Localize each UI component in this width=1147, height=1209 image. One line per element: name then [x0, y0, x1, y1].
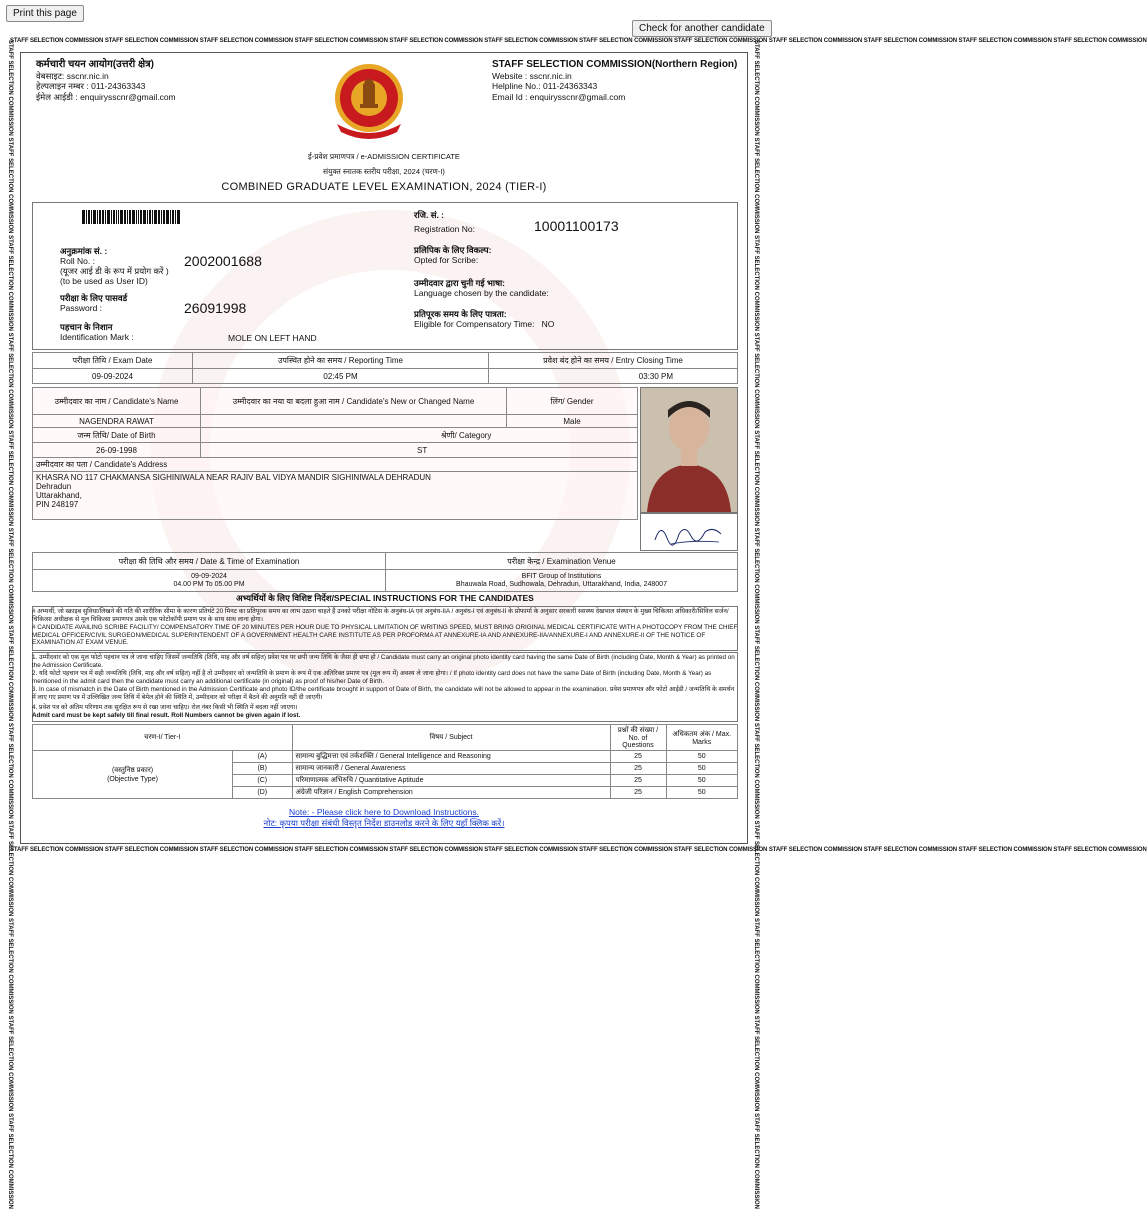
subject-header: विषय / Subject: [292, 725, 610, 751]
scribe-group: [414, 245, 491, 265]
helpline: Helpline No.: 011-24363343: [492, 81, 598, 91]
registration-label: Registration No:: [414, 224, 475, 234]
subject-code: (A): [233, 751, 293, 763]
subject-name: अंग्रेजी परिज्ञान / English Comprehension: [292, 787, 610, 799]
language-group: [414, 278, 549, 298]
website-hindi: वेबसाइट: sscnr.nic.in: [36, 70, 109, 81]
gender-value: Male: [507, 415, 638, 428]
reporting-time-value: 02:45 PM: [193, 369, 489, 384]
dob-header: जन्म तिथि/ Date of Birth: [33, 428, 201, 443]
venue-name: BFIT Group of Institutions: [521, 572, 602, 580]
roll-number: 2002001688: [184, 253, 262, 269]
compensatory-label-hindi: प्रतिपूरक समय के लिए पात्रता:: [414, 309, 507, 319]
subject-marks: 50: [666, 775, 738, 787]
password-label-hindi: परीक्षा के लिए पासवर्ड: [60, 293, 128, 303]
tier-type-cell: [33, 751, 233, 799]
name-header: उम्मीदवार का नाम / Candidate's Name: [33, 388, 201, 415]
address-header: उम्मीदवार का पता / Candidate's Address: [33, 458, 638, 472]
check-another-candidate-button[interactable]: Check for another candidate: [632, 20, 772, 37]
compensatory-value: NO: [541, 319, 555, 329]
address-cell: [33, 472, 638, 520]
address-line: Uttarakhand,: [36, 491, 82, 500]
instruction-hindi: # अभ्यर्थी, जो स्क्राइब सुविधा/लिखने की गति की शारीरिक सीमा के कारण प्रतिघंटे 20 मिनट का प्रतिपूरक समय का लाभ उठाना चाहते हैं उनको परीक्षा नोटिस के अनुबंध-IA एवं अनुबंध-IIA / अनुबंध-I एवं अनुबंध-II के प्रोफार्मा के अनुसार सरकारी स्वास्थ्य देखभाल संस्थान के मुख्य चिकित्सा अधिकारी/सिविल सर्जन/चिकित्सा अधीक्षक से मूल चिकित्सा प्रमाणपत्र उसके एक फोटोकॉपी प्रमाण पत्र के साथ साथ लाना होगा।: [32, 608, 729, 623]
instruction-english: # CANDIDATE AVAILING SCRIBE FACILITY/ COMPENSATORY TIME OF 20 MINUTES PER HOUR DUE TO PHYSICAL LIMITATION OF WRITING SPEED, MUST BRING ORIGINAL MEDICAL CERTIFICATE WITH A PHOTOCOPY FROM THE CHIEF MEDICAL OFFICER/CIVIL SURGEON/MEDICAL SUPERINTENDENT OF A GOVERNMENT HEALTH CARE INSTITUTE AS PER PROFORMA AT ANNEXURE-IA AND ANNEXURE-IIA/ANNEXURE-I AND ANNEXURE-II OF THE NOTICE OF EXAMINATION AT EXAM VENUE.: [32, 624, 738, 647]
scribe-label-hindi: प्रलिपिक के लिए विकल्प:: [414, 245, 492, 255]
roll-label: Roll No. :: [60, 256, 95, 266]
subject-questions: 25: [610, 763, 666, 775]
org-title: STAFF SELECTION COMMISSION(Northern Region): [492, 59, 738, 70]
compensatory-label: Eligible for Compensatory Time:: [414, 319, 535, 329]
ssc-emblem-logo: [325, 58, 413, 140]
password-label: Password :: [60, 303, 103, 313]
print-button[interactable]: Print this page: [6, 5, 84, 22]
roll-note-hindi: (यूजर आई डी के रूप में प्रयोग करें ): [60, 266, 169, 276]
instructions-title: अभ्यर्थियों के लिए विशिष्ट निर्देश/SPECIAL INSTRUCTIONS FOR THE CANDIDATES: [236, 593, 534, 603]
candidate-photo: [641, 388, 737, 512]
id-mark-value: MOLE ON LEFT HAND: [228, 333, 317, 343]
subjects-table: [32, 724, 738, 799]
cert-title-line1: ई-प्रवेश प्रमाणपत्र / e-ADMISSION CERTIFICATE: [308, 152, 460, 161]
new-name-value: [201, 415, 507, 428]
roll-label-hindi: अनुक्रमांक सं. :: [60, 246, 108, 256]
candidate-name: NAGENDRA RAWAT: [33, 415, 201, 428]
category-value: ST: [201, 443, 638, 458]
border-text-right: STAFF SELECTION COMMISSION STAFF SELECTION COMMISSION STAFF SELECTION COMMISSION STAFF SELECTION COMMISSION STAFF SELECTION COMMISSION STAFF SELECTION COMMISSION STAFF SELECTION COMMISSION STAFF SELECTION COMMISSION STAFF SELECTION COMMISSION STAFF SELECTION COMMISSION STAFF SELECTION COMMISSION STAFF SELECTION COMMISSION: [753, 40, 759, 1209]
border-text-top: STAFF SELECTION COMMISSION STAFF SELECTION COMMISSION STAFF SELECTION COMMISSION STAFF SELECTION COMMISSION STAFF SELECTION COMMISSION STAFF SELECTION COMMISSION STAFF SELECTION COMMISSION STAFF SELECTION COMMISSION STAFF SELECTION COMMISSION STAFF SELECTION COMMISSION STAFF SELECTION COMMISSION STAFF SELECTION COMMISSION: [10, 38, 1147, 44]
id-mark-label: Identification Mark :: [60, 332, 134, 342]
type-english: (Objective Type): [107, 775, 158, 783]
registration-label-hindi: रजि. सं. :: [414, 210, 445, 220]
venue-table: [32, 552, 738, 592]
address-line: Dehradun: [36, 482, 72, 491]
closing-time-value: 03:30 PM: [489, 369, 738, 384]
cert-title-line2: संयुक्त स्नातक स्तरीय परीक्षा, 2024 (चरण-I): [323, 167, 445, 176]
subject-marks: 50: [666, 751, 738, 763]
language-label: Language chosen by the candidate:: [414, 288, 549, 298]
header-right: [492, 60, 737, 102]
address-line: PIN 248197: [36, 500, 79, 509]
category-header: श्रेणी/ Category: [201, 428, 638, 443]
border-text-left: STAFF SELECTION COMMISSION STAFF SELECTION COMMISSION STAFF SELECTION COMMISSION STAFF SELECTION COMMISSION STAFF SELECTION COMMISSION STAFF SELECTION COMMISSION STAFF SELECTION COMMISSION STAFF SELECTION COMMISSION STAFF SELECTION COMMISSION STAFF SELECTION COMMISSION STAFF SELECTION COMMISSION STAFF SELECTION COMMISSION: [7, 40, 13, 1209]
photo-frame: [640, 387, 738, 513]
subject-code: (D): [233, 787, 293, 799]
compensatory-group: [414, 309, 554, 329]
closing-time-header: प्रवेश बंद होने का समय / Entry Closing Time: [489, 353, 738, 369]
roll-note: (to be used as User ID): [60, 276, 148, 286]
instruction-1: 1. उम्मीदवार को एक मूल फोटो पहचान पत्र ले जाना चाहिए जिसमें जन्मतिथि (तिथि, माह और वर्ष सहित) प्रवेश पत्र पर छपी जन्म तिथि के जैसा ही छपा हो / Candidate must carry an original photo identity card having the same Date of Birth (including Date, Month & Year) as printed on the Admission Certificate.: [32, 654, 735, 669]
language-label-hindi: उम्मीदवार द्वारा चुनी गई भाषा:: [414, 278, 506, 288]
exam-time: 04.00 PM To 05.00 PM: [173, 580, 245, 588]
compensatory-row: [414, 319, 554, 329]
type-hindi: (वस्तुनिष्ठ प्रकार): [111, 766, 154, 774]
subject-name: सामान्य बुद्धिमत्ता एवं तर्कशक्ति / General Intelligence and Reasoning: [292, 751, 610, 763]
subject-questions: 25: [610, 775, 666, 787]
email-hindi: ईमेल आईडी : enquirysscnr@gmail.com: [36, 91, 176, 102]
tier-header: चरण-I/ Tier-I: [33, 725, 293, 751]
roll-label-group: [60, 246, 169, 286]
subject-marks: 50: [666, 787, 738, 799]
exam-venue-header: परीक्षा केन्द्र / Examination Venue: [386, 553, 738, 570]
subject-questions: 25: [610, 751, 666, 763]
exam-date: 09-09-2024: [191, 572, 227, 580]
exam-date-value: 09-09-2024: [33, 369, 193, 384]
download-instructions-link[interactable]: Note: - Please click here to Download Instructions.: [289, 807, 479, 817]
scribe-label: Opted for Scribe:: [414, 255, 479, 265]
email: Email Id : enquirysscnr@gmail.com: [492, 91, 626, 102]
header-left: [36, 60, 176, 102]
exam-venue-cell: [386, 570, 738, 592]
org-title-hindi: कर्मचारी चयन आयोग(उत्तरी क्षेत्र): [36, 59, 154, 70]
subject-code: (C): [233, 775, 293, 787]
id-mark-label-group: [60, 322, 134, 342]
subject-marks: 50: [666, 763, 738, 775]
timing-table: [32, 352, 738, 384]
instruction-5: Admit card must be kept safely till final result. Roll Numbers cannot be given again if lost.: [32, 712, 301, 719]
cert-title-line3: COMBINED GRADUATE LEVEL EXAMINATION, 2024 (TIER-I): [221, 181, 547, 193]
subject-code: (B): [233, 763, 293, 775]
subject-questions: 25: [610, 787, 666, 799]
registration-number: 10001100173: [534, 218, 619, 234]
reporting-time-header: उपस्थित होने का समय / Reporting Time: [193, 353, 489, 369]
registration-label-group: [414, 210, 475, 234]
instruction-4: 4. प्रवेश पत्र को अंतिम परिणाम तक सुरक्षित रूप से रखा जाना चाहिए। रोल नंबर किसी भी स्थिति में बदला नहीं जाएगा।: [32, 704, 298, 711]
exam-date-header: परीक्षा तिथि / Exam Date: [33, 353, 193, 369]
password-label-group: [60, 293, 127, 313]
details-table: [32, 387, 638, 520]
barcode: [82, 210, 202, 224]
website: Website : sscnr.nic.in: [492, 70, 572, 81]
border-text-bottom: STAFF SELECTION COMMISSION STAFF SELECTION COMMISSION STAFF SELECTION COMMISSION STAFF SELECTION COMMISSION STAFF SELECTION COMMISSION STAFF SELECTION COMMISSION STAFF SELECTION COMMISSION STAFF SELECTION COMMISSION STAFF SELECTION COMMISSION STAFF SELECTION COMMISSION STAFF SELECTION COMMISSION STAFF SELECTION COMMISSION: [10, 847, 1147, 853]
address-line: KHASRA NO 117 CHAKMANSA SIGHINIWALA NEAR RAJIV BAL VIDYA MANDIR SIGHINIWALA DEHRADUN: [36, 473, 431, 482]
download-instructions-link-hindi[interactable]: नोट: कृपया परीक्षा संबंधी विस्तृत निर्देश डाउनलोड करने के लिए यहाँ क्लिक करें।: [263, 818, 505, 828]
id-mark-label-hindi: पहचान के निशान: [60, 322, 113, 332]
marks-header: अधिकतम अंक / Max. Marks: [666, 725, 738, 751]
questions-header: प्रश्नों की संख्या / No. of Questions: [610, 725, 666, 751]
gender-header: लिंग/ Gender: [507, 388, 638, 415]
subject-name: सामान्य जानकारी / General Awareness: [292, 763, 610, 775]
signature-box: [640, 513, 738, 551]
exam-datetime-cell: [33, 570, 386, 592]
new-name-header: उम्मीदवार का नया या बदला हुआ नाम / Candidate's New or Changed Name: [201, 388, 507, 415]
venue-address: Bhauwala Road, Sudhowala, Dehradun, Uttarakhand, India, 248007: [456, 580, 667, 588]
dob-value: 26-09-1998: [33, 443, 201, 458]
instruction-2: 2. यदि फोटो पहचान पत्र में सही जन्मतिथि (तिथि, माह और वर्ष सहित) नहीं है तो उम्मीदवार को जन्मतिथि के प्रमाण के रूप में एक अतिरिक्त प्रमाण पत्र (मूल रूप में) अवश्य ले जाना होगा। / If photo identity card does not have the same Date of Birth (including Date, Month & Year) as mentioned in the admit card then the candidate must carry an additional certificate (in original) as proof of his/her Date of Birth.: [32, 670, 712, 685]
password-value: 26091998: [184, 300, 247, 316]
helpline-hindi: हेल्पलाइन नम्बर : 011-24363343: [36, 81, 146, 91]
instruction-3: 3. In case of mismatch in the Date of Birth mentioned in the Admission Certificate and photo ID/the certificate brought in support of Date of Birth, the candidate will not be allowed to appear in the examination. प्रवेश प्रमाणपत्र और फोटो आईडी / जन्मतिथि के समर्थन में लाए गए प्रमाण पत्र में उल्लिखित जन्म तिथि में बेमेल होने की स्थिति में, उम्मीदवार को परीक्षा में बैठने की अनुमति नहीं दी जाएगी।: [32, 686, 735, 701]
subject-name: परिमाणात्मक अभिरुचि / Quantitative Aptitude: [292, 775, 610, 787]
exam-datetime-header: परीक्षा की तिथि और समय / Date & Time of Examination: [33, 553, 386, 570]
